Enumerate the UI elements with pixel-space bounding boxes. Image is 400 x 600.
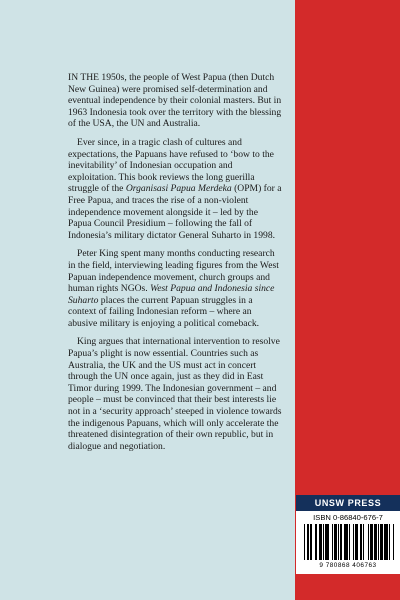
blurb-italic-opm: Organisasi Papua Merdeka (125, 183, 232, 195)
blurb-italic-title: West Papua and Indonesia since Suharto (68, 283, 275, 306)
blurb-paragraph-4: King argues that international intervention to resolve Papua’s plight is now essential. Countries such as Australia, the UK and the US must act in concert through the UN once again, just as they did in East Timor during 1999. The Indonesian government – and people – must be convinced that their best interests lie not in a ‘security approach’ steeped in violence towards the indigenous Papuans, which will only accelerate the threatened disintegration of their own republic, but in dialogue and negotiation. (68, 336, 282, 452)
blurb-text (68, 72, 282, 459)
blurb-paragraph-3: Peter King spent many months conducting research in the field, interviewing leading figures from the West Papuan independence movement, church groups and human rights NGOs. West Papua and Indonesia since Suharto places the current Papuan struggles in a context of failing Indonesian reform – where an abusive military is enjoying a political comeback. (68, 248, 279, 329)
isbn-barcode-box (296, 511, 400, 574)
blurb-paragraph-1: IN THE 1950s, the people of West Papua (then Dutch New Guinea) were promised self-determination and eventual independence by their colonial masters. But in 1963 Indonesia took over the territory with the blessing of the USA, the UN and Australia. (68, 72, 282, 130)
blurb-paragraph-2: Ever since, in a tragic clash of cultures and expectations, the Papuans have refused to ‘bow to the inevitability’ of Indonesian occupation and exploitation. This book reviews the long guerilla struggle of the Organisasi Papua Merdeka (OPM) for a Free Papua, and traces the rise of a non-violent independence movement alongside it – led by the Papua Council Presidium – following the fall of Indonesia’s military dictator General Suharto in 1998. (68, 136, 282, 241)
barcode-icon (304, 524, 394, 560)
isbn-label: ISBN 0-86840-676-7 (313, 513, 383, 522)
blurb-lead-caps: IN THE 1950s (68, 72, 125, 83)
barcode-number: 9 780868 406763 (319, 562, 377, 569)
barcode-bar (393, 524, 394, 560)
publisher-logo: UNSW PRESS (296, 495, 400, 511)
